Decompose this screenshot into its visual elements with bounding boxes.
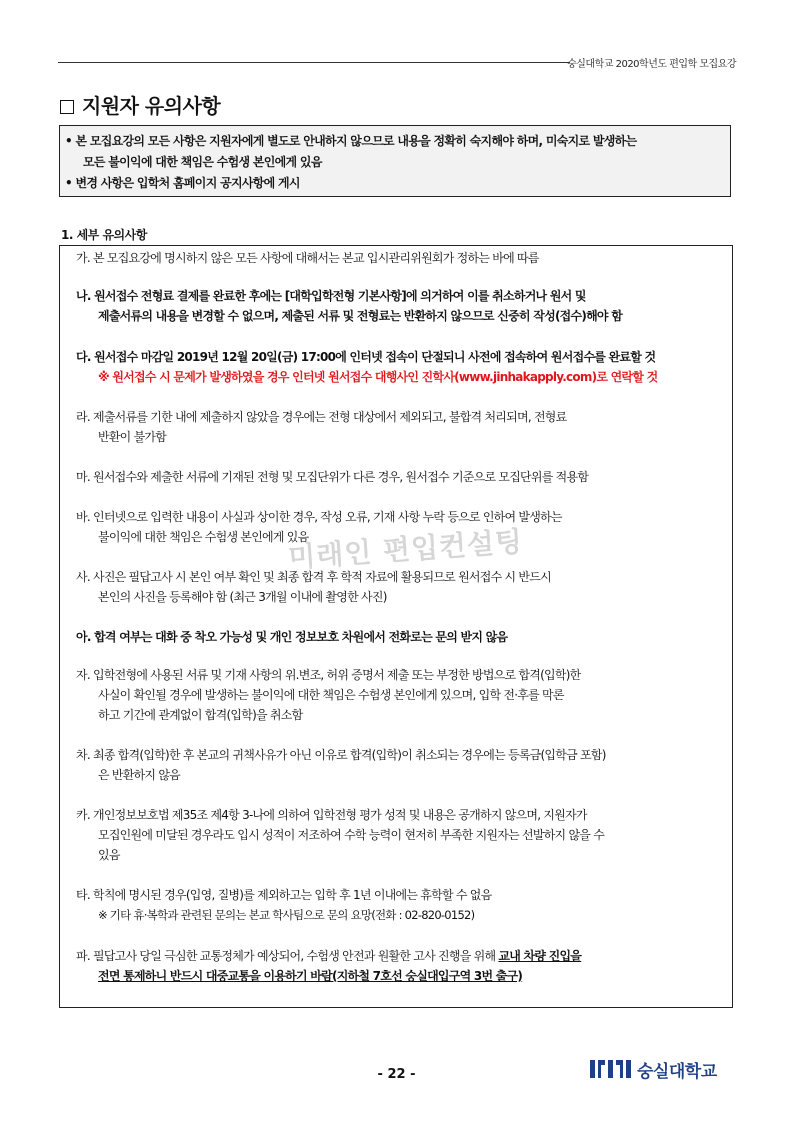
item-line: 가. 본 모집요강에 명시하지 않은 모든 사항에 대해서는 본교 입시관리위원회가 정하는 바에 따름	[76, 251, 539, 265]
header-rule	[58, 62, 570, 63]
item-underlined-text: 전면 통제하니 반드시 대중교통을 이용하기 바람(지하철 7호선 숭실대입구역 3번 출구)	[98, 969, 523, 983]
item-line: 은 반환하지 않음	[98, 768, 181, 782]
university-logo-text: 숭실대학교	[637, 1061, 717, 1082]
item-line: 반환이 불가함	[98, 430, 167, 444]
item-line: 마. 원서접수와 제출한 서류에 기재된 전형 및 모집단위가 다른 경우, 원서접수 기준으로 모집단위를 적용함	[76, 470, 589, 484]
section-title-text: 지원자 유의사항	[82, 94, 221, 118]
item-line: 제출서류의 내용을 변경할 수 없으며, 제출된 서류 및 전형료는 반환하지 않으므로 신중히 작성(접수)해야 함	[98, 309, 623, 323]
notice-line: 모든 불이익에 대한 책임은 수험생 본인에게 있음	[83, 155, 322, 169]
item-ja	[76, 665, 581, 725]
item-sa	[76, 567, 551, 607]
section-title	[60, 90, 220, 119]
item-warning-line: ※ 원서접수 시 문제가 발생하였을 경우 인터넷 원서접수 대행사인 진학사(www.jinhakapply.com)로 연락할 것	[98, 370, 658, 384]
item-ga	[76, 248, 539, 268]
item-note-line: ※ 기타 휴·복학과 관련된 문의는 본교 학사팀으로 문의 요망(전화 : 02-820-0152)	[98, 908, 475, 922]
notice-line: • 본 모집요강의 모든 사항은 지원자에게 별도로 안내하지 않으므로 내용을 정확히 숙지해야 하며, 미숙지로 발생하는	[65, 134, 637, 148]
item-line: 타. 학칙에 명시된 경우(입영, 질병)를 제외하고는 입학 후 1년 이내에는 휴학할 수 없음	[76, 888, 492, 902]
item-da	[76, 347, 657, 387]
subsection-title: 1. 세부 유의사항	[61, 228, 147, 242]
item-line: 사실이 확인될 경우에 발생하는 불이익에 대한 책임은 수험생 본인에게 있으며, 입학 전·후를 막론	[98, 688, 564, 702]
item-line: 모집인원에 미달된 경우라도 입시 성적이 저조하여 수학 능력이 현저히 부족한 지원자는 선발하지 않을 수	[98, 828, 605, 842]
item-line: 바. 인터넷으로 입력한 내용이 사실과 상이한 경우, 작성 오류, 기재 사항 누락 등으로 인하여 발생하는	[76, 510, 562, 524]
page-number: - 22 -	[377, 1067, 416, 1082]
watermark: 미래인 편입컨설팅	[287, 524, 525, 575]
item-line: 카. 개인정보보호법 제35조 제4항 3-나에 의하여 입학전형 평가 성적 및 내용은 공개하지 않으며, 지원자가	[76, 808, 587, 822]
item-line: 있음	[98, 848, 120, 862]
notice-box	[59, 125, 731, 197]
item-ra	[76, 407, 567, 447]
item-pa	[76, 946, 581, 986]
item-ma	[76, 467, 588, 487]
item-line: 불이익에 대한 책임은 수험생 본인에게 있음	[98, 530, 309, 544]
checkbox-square-icon	[60, 100, 74, 114]
notice-line: • 변경 사항은 입학처 홈페이지 공지사항에 게시	[65, 176, 300, 190]
item-line: 사. 사진은 필답고사 시 본인 여부 확인 및 최종 합격 후 학적 자료에 활용되므로 원서접수 시 반드시	[76, 570, 551, 584]
item-ba	[76, 507, 562, 547]
university-logo	[589, 1056, 717, 1084]
item-line: 나. 원서접수 전형료 결제를 완료한 후에는 [대학입학전형 기본사항]에 의거하여 이를 취소하거나 원서 및	[76, 289, 586, 303]
item-a	[76, 627, 507, 647]
item-ta	[76, 885, 491, 925]
item-line: 차. 최종 합격(입학)한 후 본교의 귀책사유가 아닌 이유로 합격(입학)이 취소되는 경우에는 등록금(입학금 포함)	[76, 748, 606, 762]
item-text: 파. 필답고사 당일 극심한 교통정체가 예상되어, 수험생 안전과 원활한 고사 진행을 위해	[76, 949, 499, 963]
item-line: 자. 입학전형에 사용된 서류 및 기재 사항의 위.변조, 허위 증명서 제출 또는 부정한 방법으로 합격(입학)한	[76, 668, 581, 682]
item-na	[76, 286, 622, 326]
item-underlined-text: 교내 차량 진입을	[498, 949, 582, 963]
item-line	[76, 946, 581, 966]
item-line: 아. 합격 여부는 대화 중 착오 가능성 및 개인 정보보호 차원에서 전화로는 문의 받지 않음	[76, 630, 508, 644]
item-line: 하고 기간에 관계없이 합격(입학)을 취소함	[98, 708, 303, 722]
detail-box	[59, 245, 733, 1008]
item-line: 본인의 사진을 등록해야 함 (최근 3개월 이내에 촬영한 사진)	[98, 590, 387, 604]
running-header: 숭실대학교 2020학년도 편입학 모집요강	[567, 59, 736, 70]
item-cha	[76, 745, 606, 785]
item-ka	[76, 805, 604, 865]
university-logo-icon	[589, 1056, 633, 1082]
item-line: 다. 원서접수 마감일 2019년 12월 20일(금) 17:00에 인터넷 접속이 단절되니 사전에 접속하여 원서접수를 완료할 것	[76, 350, 656, 364]
item-line	[76, 966, 581, 986]
item-line: 라. 제출서류를 기한 내에 제출하지 않았을 경우에는 전형 대상에서 제외되고, 불합격 처리되며, 전형료	[76, 410, 567, 424]
